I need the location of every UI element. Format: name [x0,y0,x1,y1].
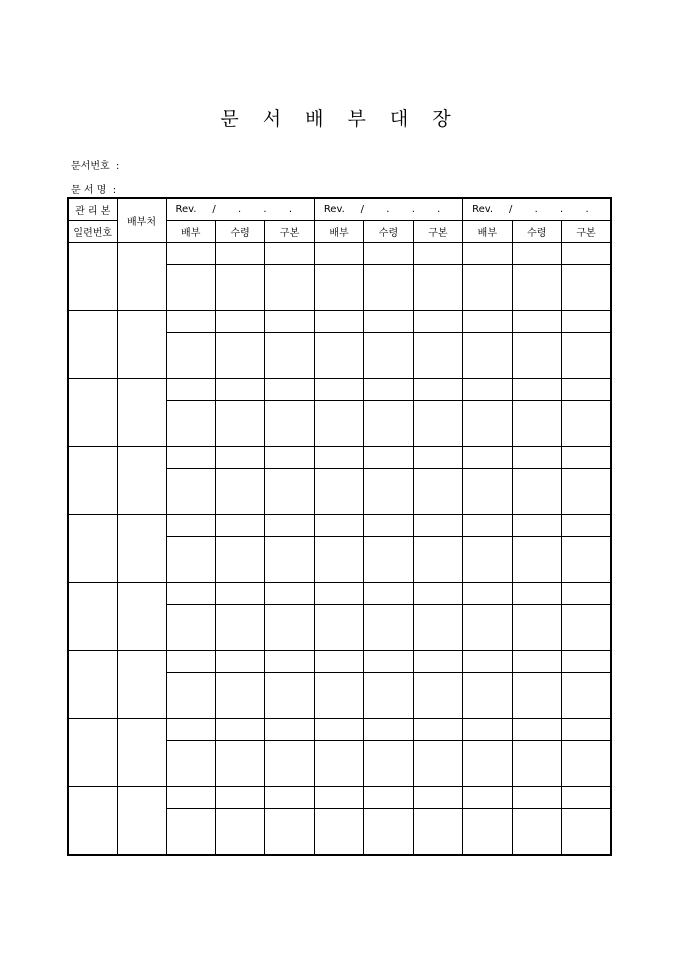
entry-cell[interactable] [166,401,215,447]
entry-cell[interactable] [562,333,612,379]
entry-cell[interactable] [562,401,612,447]
entry-cell[interactable] [166,809,215,856]
destination-cell[interactable] [117,719,166,787]
entry-cell[interactable] [166,583,215,605]
entry-cell[interactable] [166,469,215,515]
sub-header-receive: 수령 [364,221,413,243]
entry-cell[interactable] [364,719,413,741]
sub-header-old-copy: 구본 [562,221,612,243]
destination-cell[interactable] [117,787,166,856]
entry-cell[interactable] [166,537,215,583]
entry-cell[interactable] [166,719,215,741]
entry-cell[interactable] [265,583,314,605]
entry-cell[interactable] [265,605,314,651]
document-number-label: 문서번호 : [71,161,120,172]
mgmt-number-cell[interactable] [68,719,117,787]
entry-cell[interactable] [463,583,512,605]
entry-cell[interactable] [512,243,561,265]
entry-cell[interactable] [562,787,612,809]
entry-cell[interactable] [463,651,512,673]
entry-cell[interactable] [314,265,363,311]
entry-cell[interactable] [364,333,413,379]
entry-cell[interactable] [512,651,561,673]
rev-group-1: Rev. / . . . [166,198,314,221]
entry-cell[interactable] [413,719,462,741]
entry-cell[interactable] [265,787,314,809]
entry-cell[interactable] [364,447,413,469]
entry-cell[interactable] [413,311,462,333]
destination-cell[interactable] [117,311,166,379]
entry-cell[interactable] [215,673,264,719]
entry-cell[interactable] [512,809,561,856]
sub-header-receive: 수령 [215,221,264,243]
ledger-entry-top-row [68,311,611,333]
entry-cell[interactable] [562,469,612,515]
entry-cell[interactable] [265,809,314,856]
entry-cell[interactable] [364,605,413,651]
entry-cell[interactable] [413,265,462,311]
entry-cell[interactable] [562,741,612,787]
entry-cell[interactable] [364,809,413,856]
entry-cell[interactable] [166,787,215,809]
distribution-ledger-table [67,197,612,856]
entry-cell[interactable] [364,265,413,311]
entry-cell[interactable] [512,379,561,401]
entry-cell[interactable] [413,741,462,787]
destination-cell[interactable] [117,583,166,651]
entry-cell[interactable] [364,537,413,583]
entry-cell[interactable] [265,265,314,311]
entry-cell[interactable] [413,651,462,673]
rev-group-3: Rev. / . . . [463,198,611,221]
entry-cell[interactable] [562,583,612,605]
sub-header-distribute: 배부 [166,221,215,243]
entry-cell[interactable] [265,651,314,673]
entry-cell[interactable] [314,515,363,537]
entry-cell[interactable] [512,583,561,605]
entry-cell[interactable] [215,719,264,741]
mgmt-number-cell[interactable] [68,515,117,583]
sub-header-old-copy: 구본 [413,221,462,243]
entry-cell[interactable] [215,447,264,469]
mgmt-number-cell[interactable] [68,583,117,651]
entry-cell[interactable] [562,673,612,719]
entry-cell[interactable] [413,809,462,856]
entry-cell[interactable] [413,447,462,469]
entry-cell[interactable] [364,469,413,515]
entry-cell[interactable] [215,311,264,333]
entry-cell[interactable] [512,265,561,311]
entry-cell[interactable] [314,447,363,469]
entry-cell[interactable] [314,379,363,401]
destination-cell[interactable] [117,651,166,719]
entry-cell[interactable] [215,651,264,673]
entry-cell[interactable] [265,311,314,333]
rev-group-2: Rev. / . . . [314,198,462,221]
entry-cell[interactable] [314,719,363,741]
entry-cell[interactable] [166,605,215,651]
entry-cell[interactable] [166,447,215,469]
header-distribution-destination: 배부처 [117,198,166,243]
destination-cell[interactable] [117,243,166,311]
entry-cell[interactable] [364,401,413,447]
entry-cell[interactable] [562,447,612,469]
entry-cell[interactable] [512,401,561,447]
entry-cell[interactable] [562,265,612,311]
entry-cell[interactable] [215,605,264,651]
entry-cell[interactable] [215,515,264,537]
mgmt-number-cell[interactable] [68,379,117,447]
entry-cell[interactable] [463,515,512,537]
entry-cell[interactable] [314,243,363,265]
entry-cell[interactable] [413,333,462,379]
entry-cell[interactable] [166,243,215,265]
entry-cell[interactable] [413,673,462,719]
entry-cell[interactable] [215,379,264,401]
entry-cell[interactable] [562,809,612,856]
entry-cell[interactable] [265,741,314,787]
entry-cell[interactable] [413,537,462,583]
entry-cell[interactable] [413,787,462,809]
ledger-entry-top-row [68,243,611,265]
entry-cell[interactable] [265,379,314,401]
entry-cell[interactable] [413,469,462,515]
entry-cell[interactable] [562,605,612,651]
entry-cell[interactable] [413,583,462,605]
entry-cell[interactable] [364,651,413,673]
entry-cell[interactable] [215,469,264,515]
entry-cell[interactable] [265,719,314,741]
entry-cell[interactable] [512,741,561,787]
mgmt-number-cell[interactable] [68,311,117,379]
entry-cell[interactable] [364,583,413,605]
entry-cell[interactable] [463,401,512,447]
entry-cell[interactable] [265,447,314,469]
ledger-entry-top-row [68,651,611,673]
sub-header-old-copy: 구본 [265,221,314,243]
entry-cell[interactable] [314,333,363,379]
entry-cell[interactable] [166,379,215,401]
sub-header-distribute: 배부 [314,221,363,243]
entry-cell[interactable] [463,333,512,379]
entry-cell[interactable] [215,787,264,809]
ledger-entry-top-row [68,787,611,809]
page-title: 문 서 배 부 대 장 [220,108,460,130]
entry-cell[interactable] [265,537,314,583]
ledger-entry-top-row [68,719,611,741]
entry-cell[interactable] [463,243,512,265]
ledger-entry-top-row [68,379,611,401]
entry-cell[interactable] [215,243,264,265]
entry-cell[interactable] [314,787,363,809]
entry-cell[interactable] [512,333,561,379]
entry-cell[interactable] [314,605,363,651]
entry-cell[interactable] [512,469,561,515]
entry-cell[interactable] [314,537,363,583]
entry-cell[interactable] [512,787,561,809]
sub-header-receive: 수령 [512,221,561,243]
entry-cell[interactable] [463,469,512,515]
entry-cell[interactable] [265,243,314,265]
entry-cell[interactable] [562,537,612,583]
entry-cell[interactable] [562,243,612,265]
document-name-label: 문 서 명 : [71,185,117,196]
entry-cell[interactable] [314,583,363,605]
ledger-entry-top-row [68,583,611,605]
entry-cell[interactable] [562,311,612,333]
entry-cell[interactable] [364,673,413,719]
entry-cell[interactable] [166,741,215,787]
mgmt-number-cell[interactable] [68,651,117,719]
entry-cell[interactable] [364,311,413,333]
entry-cell[interactable] [512,719,561,741]
entry-cell[interactable] [512,537,561,583]
entry-cell[interactable] [512,447,561,469]
entry-cell[interactable] [413,515,462,537]
entry-cell[interactable] [512,515,561,537]
entry-cell[interactable] [314,311,363,333]
entry-cell[interactable] [463,379,512,401]
entry-cell[interactable] [413,243,462,265]
entry-cell[interactable] [215,583,264,605]
entry-cell[interactable] [562,651,612,673]
entry-cell[interactable] [166,651,215,673]
entry-cell[interactable] [215,333,264,379]
entry-cell[interactable] [166,333,215,379]
entry-cell[interactable] [314,401,363,447]
entry-cell[interactable] [166,673,215,719]
header-mgmt-number-top: 관 리 본 [68,198,117,221]
entry-cell[interactable] [265,469,314,515]
entry-cell[interactable] [364,787,413,809]
mgmt-number-cell[interactable] [68,447,117,515]
entry-cell[interactable] [562,719,612,741]
entry-cell[interactable] [364,379,413,401]
entry-cell[interactable] [314,651,363,673]
entry-cell[interactable] [265,333,314,379]
destination-cell[interactable] [117,447,166,515]
entry-cell[interactable] [314,741,363,787]
entry-cell[interactable] [364,515,413,537]
entry-cell[interactable] [265,673,314,719]
entry-cell[interactable] [512,605,561,651]
entry-cell[interactable] [413,401,462,447]
header-mgmt-number-bottom: 일련번호 [68,221,117,243]
entry-cell[interactable] [463,673,512,719]
destination-cell[interactable] [117,515,166,583]
ledger-entry-top-row [68,515,611,537]
entry-cell[interactable] [166,265,215,311]
entry-cell[interactable] [463,265,512,311]
entry-cell[interactable] [166,515,215,537]
entry-cell[interactable] [463,537,512,583]
entry-cell[interactable] [215,401,264,447]
destination-cell[interactable] [117,379,166,447]
entry-cell[interactable] [314,673,363,719]
entry-cell[interactable] [562,515,612,537]
entry-cell[interactable] [265,401,314,447]
entry-cell[interactable] [463,605,512,651]
ledger-entry-top-row [68,447,611,469]
entry-cell[interactable] [463,311,512,333]
sub-header-distribute: 배부 [463,221,512,243]
entry-cell[interactable] [215,741,264,787]
entry-cell[interactable] [512,311,561,333]
entry-cell[interactable] [562,379,612,401]
entry-cell[interactable] [215,537,264,583]
entry-cell[interactable] [364,243,413,265]
entry-cell[interactable] [215,265,264,311]
mgmt-number-cell[interactable] [68,787,117,856]
entry-cell[interactable] [215,809,264,856]
entry-cell[interactable] [314,809,363,856]
entry-cell[interactable] [463,809,512,856]
entry-cell[interactable] [512,673,561,719]
entry-cell[interactable] [413,605,462,651]
entry-cell[interactable] [463,447,512,469]
entry-cell[interactable] [166,311,215,333]
entry-cell[interactable] [364,741,413,787]
entry-cell[interactable] [463,741,512,787]
mgmt-number-cell[interactable] [68,243,117,311]
entry-cell[interactable] [463,787,512,809]
entry-cell[interactable] [314,469,363,515]
entry-cell[interactable] [463,719,512,741]
entry-cell[interactable] [413,379,462,401]
entry-cell[interactable] [265,515,314,537]
